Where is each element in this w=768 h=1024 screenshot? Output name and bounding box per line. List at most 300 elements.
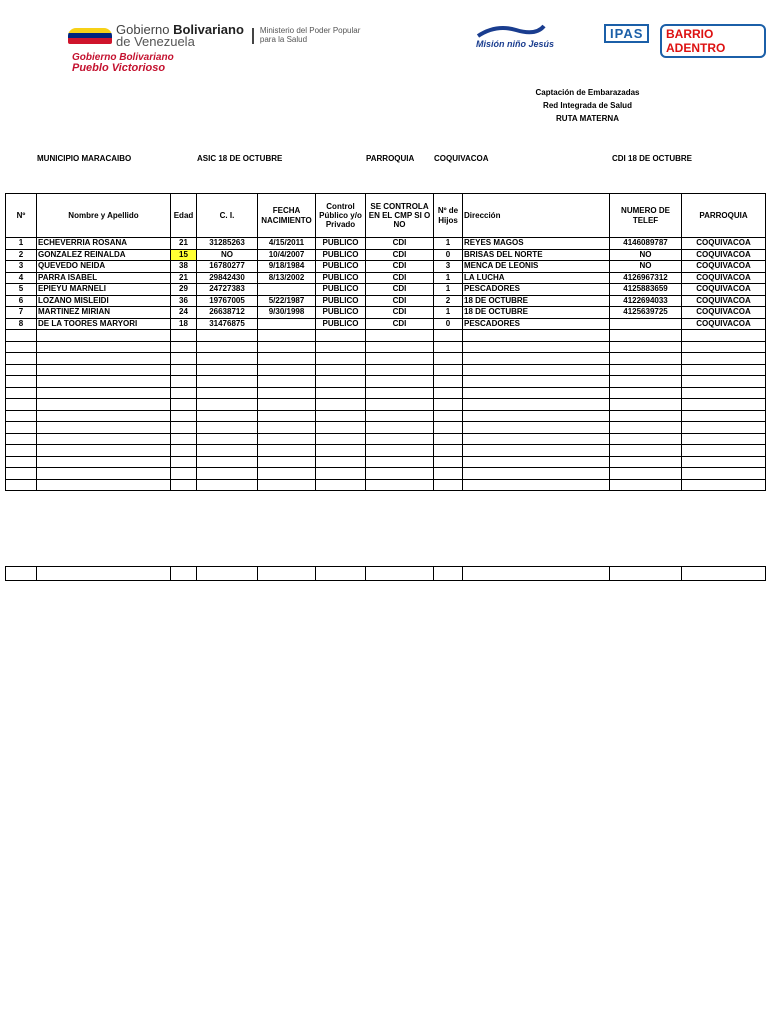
gobierno-text: Gobierno xyxy=(116,22,174,37)
empty-cell xyxy=(434,341,463,353)
empty-cell xyxy=(197,399,258,411)
empty-cell xyxy=(37,399,171,411)
empty-cell xyxy=(610,445,682,457)
cell-hijos: 0 xyxy=(434,318,463,330)
empty-cell xyxy=(463,341,610,353)
cell-nombre: QUEVEDO NEIDA xyxy=(37,261,171,273)
empty-table-row xyxy=(6,422,766,434)
empty-cell xyxy=(463,399,610,411)
municipio-label: MUNICIPIO MARACAIBO xyxy=(37,154,132,163)
footer-row xyxy=(6,567,766,581)
col-header-cmp: SE CONTROLA EN EL CMP SI O NO xyxy=(366,194,434,238)
cell-edad: 36 xyxy=(171,295,197,307)
empty-cell xyxy=(6,353,37,365)
cell-fecha: 8/13/2002 xyxy=(258,272,316,284)
empty-cell xyxy=(434,468,463,480)
empty-table-row xyxy=(6,399,766,411)
empty-cell xyxy=(316,468,366,480)
cell-control: PUBLICO xyxy=(316,307,366,319)
footer-cell xyxy=(258,567,316,581)
empty-cell xyxy=(6,376,37,388)
cell-telefono: NO xyxy=(610,249,682,261)
empty-cell xyxy=(366,341,434,353)
cell-parroquia: COQUIVACOA xyxy=(682,295,766,307)
empty-cell xyxy=(316,341,366,353)
footer-cell xyxy=(197,567,258,581)
cell-direccion: REYES MAGOS xyxy=(463,238,610,250)
cell-ci: 31476875 xyxy=(197,318,258,330)
venezuela-text: de Venezuela xyxy=(116,33,195,49)
pueblo-top-text: Gobierno Bolivariano xyxy=(72,52,174,63)
table-row xyxy=(6,238,766,250)
empty-cell xyxy=(37,433,171,445)
cell-edad: 29 xyxy=(171,284,197,296)
pueblo-victorioso-text: Pueblo Victorioso xyxy=(72,62,166,74)
empty-cell xyxy=(463,353,610,365)
cell-hijos: 1 xyxy=(434,307,463,319)
empty-cell xyxy=(610,433,682,445)
nino-jesus-text: niño Jesús xyxy=(507,39,555,49)
cell-telefono: 4126967312 xyxy=(610,272,682,284)
cell-cmp: CDI xyxy=(366,261,434,273)
cell-parroquia: COQUIVACOA xyxy=(682,284,766,296)
cell-control: PUBLICO xyxy=(316,238,366,250)
cell-parroquia: COQUIVACOA xyxy=(682,318,766,330)
col-header-control: Control Público y/o Privado xyxy=(316,194,366,238)
col-header-fecha: FECHA NACIMIENTO xyxy=(258,194,316,238)
cell-control: PUBLICO xyxy=(316,261,366,273)
empty-cell xyxy=(316,422,366,434)
asic-label: ASIC 18 DE OCTUBRE xyxy=(197,154,283,163)
empty-cell xyxy=(463,364,610,376)
empty-cell xyxy=(366,445,434,457)
empty-cell xyxy=(463,330,610,342)
empty-cell xyxy=(171,364,197,376)
empty-cell xyxy=(366,410,434,422)
empty-cell xyxy=(37,376,171,388)
cell-control: PUBLICO xyxy=(316,249,366,261)
cell-fecha xyxy=(258,318,316,330)
empty-cell xyxy=(6,410,37,422)
cell-numero: 8 xyxy=(6,318,37,330)
cell-edad: 18 xyxy=(171,318,197,330)
cell-control: PUBLICO xyxy=(316,284,366,296)
empty-cell xyxy=(6,422,37,434)
empty-cell xyxy=(434,456,463,468)
empty-cell xyxy=(6,433,37,445)
ipas-text: IPAS xyxy=(604,24,649,43)
empty-cell xyxy=(197,353,258,365)
cell-numero: 2 xyxy=(6,249,37,261)
cell-ci: 26638712 xyxy=(197,307,258,319)
empty-cell xyxy=(171,445,197,457)
cell-direccion: 18 DE OCTUBRE xyxy=(463,295,610,307)
cell-numero: 6 xyxy=(6,295,37,307)
empty-cell xyxy=(463,422,610,434)
empty-cell xyxy=(610,387,682,399)
empty-cell xyxy=(434,433,463,445)
col-header-hijos: Nº de Hijos xyxy=(434,194,463,238)
footer-table xyxy=(5,566,766,581)
gobierno-logo xyxy=(68,24,360,47)
empty-cell xyxy=(610,479,682,491)
empty-cell xyxy=(258,456,316,468)
mision-logo xyxy=(476,22,554,48)
empty-cell xyxy=(258,387,316,399)
cell-hijos: 0 xyxy=(434,249,463,261)
cell-cmp: CDI xyxy=(366,284,434,296)
col-header-ci: C. I. xyxy=(197,194,258,238)
empty-cell xyxy=(258,399,316,411)
cell-fecha: 4/15/2011 xyxy=(258,238,316,250)
empty-cell xyxy=(316,387,366,399)
empty-cell xyxy=(463,376,610,388)
col-header-direccion: Dirección xyxy=(463,194,610,238)
cell-numero: 5 xyxy=(6,284,37,296)
empty-cell xyxy=(366,422,434,434)
empty-cell xyxy=(463,468,610,480)
empty-cell xyxy=(37,479,171,491)
empty-cell xyxy=(37,353,171,365)
empty-cell xyxy=(366,468,434,480)
empty-cell xyxy=(197,479,258,491)
logo-bar xyxy=(66,20,766,78)
empty-cell xyxy=(258,445,316,457)
empty-cell xyxy=(258,376,316,388)
empty-cell xyxy=(197,330,258,342)
empty-cell xyxy=(6,399,37,411)
cell-hijos: 2 xyxy=(434,295,463,307)
empty-cell xyxy=(6,456,37,468)
cell-nombre: DE LA TOORES MARYORI xyxy=(37,318,171,330)
empty-cell xyxy=(366,456,434,468)
empty-cell xyxy=(434,376,463,388)
cell-ci: NO xyxy=(197,249,258,261)
cell-hijos: 1 xyxy=(434,272,463,284)
footer-cell xyxy=(682,567,766,581)
empty-cell xyxy=(316,376,366,388)
cell-ci: 16780277 xyxy=(197,261,258,273)
empty-cell xyxy=(434,387,463,399)
cell-nombre: EPIEYU MARNELI xyxy=(37,284,171,296)
empty-cell xyxy=(610,364,682,376)
title-line-1: Captación de Embarazadas xyxy=(535,88,640,97)
empty-cell xyxy=(171,330,197,342)
cell-direccion: 18 DE OCTUBRE xyxy=(463,307,610,319)
empty-cell xyxy=(37,364,171,376)
empty-cell xyxy=(463,387,610,399)
empty-cell xyxy=(316,410,366,422)
empty-table-row xyxy=(6,341,766,353)
empty-cell xyxy=(682,364,766,376)
empty-cell xyxy=(258,422,316,434)
empty-cell xyxy=(610,353,682,365)
cell-fecha: 9/18/1984 xyxy=(258,261,316,273)
empty-cell xyxy=(434,364,463,376)
cell-fecha: 9/30/1998 xyxy=(258,307,316,319)
cell-edad: 15 xyxy=(171,249,197,261)
empty-cell xyxy=(463,456,610,468)
empty-cell xyxy=(258,468,316,480)
empty-table-row xyxy=(6,387,766,399)
empty-cell xyxy=(463,479,610,491)
cell-parroquia: COQUIVACOA xyxy=(682,249,766,261)
empty-cell xyxy=(37,387,171,399)
cell-nombre: ECHEVERRIA ROSANA xyxy=(37,238,171,250)
cell-hijos: 1 xyxy=(434,238,463,250)
table-row xyxy=(6,261,766,273)
cell-ci: 24727383 xyxy=(197,284,258,296)
cell-parroquia: COQUIVACOA xyxy=(682,238,766,250)
logo-separator xyxy=(252,28,254,44)
empty-cell xyxy=(6,387,37,399)
empty-table-row xyxy=(6,376,766,388)
empty-cell xyxy=(197,410,258,422)
empty-cell xyxy=(316,456,366,468)
empty-cell xyxy=(197,422,258,434)
empty-cell xyxy=(316,433,366,445)
footer-cell xyxy=(37,567,171,581)
cell-telefono xyxy=(610,318,682,330)
table-body xyxy=(6,238,766,491)
empty-cell xyxy=(258,433,316,445)
empty-cell xyxy=(171,353,197,365)
empty-cell xyxy=(316,330,366,342)
cell-nombre: PARRA ISABEL xyxy=(37,272,171,284)
barrio-adentro-text: BARRIO ADENTRO xyxy=(660,24,766,58)
col-header-telefono: NUMERO DE TELEF xyxy=(610,194,682,238)
ministerio-text: Ministerio del Poder Popular xyxy=(259,25,361,35)
empty-cell xyxy=(37,445,171,457)
empty-cell xyxy=(610,341,682,353)
cell-nombre: LOZANO MISLEIDI xyxy=(37,295,171,307)
empty-cell xyxy=(316,445,366,457)
footer-cell xyxy=(366,567,434,581)
empty-cell xyxy=(682,341,766,353)
table-row xyxy=(6,307,766,319)
cell-ci: 29842430 xyxy=(197,272,258,284)
col-header-numero: Nº xyxy=(6,194,37,238)
empty-cell xyxy=(171,341,197,353)
empty-cell xyxy=(610,399,682,411)
footer-cell xyxy=(610,567,682,581)
table-row xyxy=(6,272,766,284)
table-row xyxy=(6,318,766,330)
barrio-adentro-logo xyxy=(660,24,766,58)
empty-cell xyxy=(171,468,197,480)
empty-cell xyxy=(682,456,766,468)
cell-fecha: 10/4/2007 xyxy=(258,249,316,261)
empty-table-row xyxy=(6,433,766,445)
cdi-label: CDI 18 DE OCTUBRE xyxy=(612,154,693,163)
empty-cell xyxy=(197,376,258,388)
empty-cell xyxy=(463,433,610,445)
empty-cell xyxy=(366,387,434,399)
cell-nombre: GONZALEZ REINALDA xyxy=(37,249,171,261)
footer-cell xyxy=(171,567,197,581)
empty-cell xyxy=(6,330,37,342)
ipas-logo xyxy=(604,24,649,43)
footer-cell xyxy=(316,567,366,581)
mision-wave-icon xyxy=(476,22,546,40)
title-line-2: Red Integrada de Salud xyxy=(543,101,632,110)
empty-cell xyxy=(366,479,434,491)
bolivariano-text: Bolivariano xyxy=(173,22,244,37)
empty-cell xyxy=(6,445,37,457)
empty-cell xyxy=(37,410,171,422)
cell-edad: 21 xyxy=(171,238,197,250)
empty-cell xyxy=(6,341,37,353)
empty-cell xyxy=(434,330,463,342)
empty-table-row xyxy=(6,468,766,480)
cell-numero: 7 xyxy=(6,307,37,319)
empty-cell xyxy=(366,330,434,342)
footer-cell xyxy=(6,567,37,581)
cell-cmp: CDI xyxy=(366,238,434,250)
empty-cell xyxy=(682,399,766,411)
empty-cell xyxy=(434,399,463,411)
empty-cell xyxy=(610,376,682,388)
empty-cell xyxy=(434,445,463,457)
empty-cell xyxy=(682,433,766,445)
cell-control: PUBLICO xyxy=(316,272,366,284)
cell-hijos: 1 xyxy=(434,284,463,296)
empty-cell xyxy=(6,468,37,480)
cell-hijos: 3 xyxy=(434,261,463,273)
empty-cell xyxy=(682,468,766,480)
empty-cell xyxy=(463,410,610,422)
empty-cell xyxy=(171,433,197,445)
parroquia-value: COQUIVACOA xyxy=(434,154,489,163)
empty-table-row xyxy=(6,479,766,491)
footer-cell xyxy=(434,567,463,581)
registry-table xyxy=(5,193,766,491)
empty-cell xyxy=(171,410,197,422)
empty-cell xyxy=(197,364,258,376)
empty-cell xyxy=(171,422,197,434)
empty-cell xyxy=(258,330,316,342)
empty-table-row xyxy=(6,456,766,468)
empty-cell xyxy=(258,364,316,376)
empty-cell xyxy=(37,468,171,480)
empty-cell xyxy=(434,410,463,422)
footer-cell xyxy=(463,567,610,581)
empty-cell xyxy=(197,341,258,353)
cell-telefono: 4125883659 xyxy=(610,284,682,296)
table-row xyxy=(6,249,766,261)
empty-cell xyxy=(316,479,366,491)
empty-cell xyxy=(37,422,171,434)
empty-cell xyxy=(682,445,766,457)
empty-cell xyxy=(171,387,197,399)
empty-cell xyxy=(171,479,197,491)
empty-cell xyxy=(682,353,766,365)
empty-cell xyxy=(171,456,197,468)
cell-fecha: 5/22/1987 xyxy=(258,295,316,307)
empty-cell xyxy=(434,353,463,365)
empty-cell xyxy=(463,445,610,457)
empty-table-row xyxy=(6,445,766,457)
cell-direccion: BRISAS DEL NORTE xyxy=(463,249,610,261)
cell-ci: 31285263 xyxy=(197,238,258,250)
cell-cmp: CDI xyxy=(366,318,434,330)
cell-telefono: 4122694033 xyxy=(610,295,682,307)
empty-table-row xyxy=(6,353,766,365)
empty-cell xyxy=(171,399,197,411)
empty-table-row xyxy=(6,410,766,422)
cell-numero: 4 xyxy=(6,272,37,284)
empty-cell xyxy=(37,330,171,342)
cell-numero: 1 xyxy=(6,238,37,250)
cell-edad: 21 xyxy=(171,272,197,284)
empty-cell xyxy=(366,399,434,411)
empty-cell xyxy=(258,341,316,353)
cell-edad: 38 xyxy=(171,261,197,273)
empty-cell xyxy=(37,456,171,468)
empty-cell xyxy=(316,353,366,365)
cell-telefono: 4125639725 xyxy=(610,307,682,319)
table-header-row xyxy=(6,194,766,238)
col-header-parroquia: PARROQUIA xyxy=(682,194,766,238)
empty-cell xyxy=(258,410,316,422)
pueblo-victorioso-logo xyxy=(72,52,174,74)
cell-telefono: 4146089787 xyxy=(610,238,682,250)
empty-cell xyxy=(197,468,258,480)
cell-direccion: PESCADORES xyxy=(463,284,610,296)
cell-fecha xyxy=(258,284,316,296)
cell-direccion: PESCADORES xyxy=(463,318,610,330)
empty-cell xyxy=(197,387,258,399)
cell-numero: 3 xyxy=(6,261,37,273)
empty-cell xyxy=(37,341,171,353)
empty-cell xyxy=(366,376,434,388)
empty-cell xyxy=(197,433,258,445)
title-line-3: RUTA MATERNA xyxy=(556,114,619,123)
empty-cell xyxy=(316,399,366,411)
table-row xyxy=(6,295,766,307)
cell-telefono: NO xyxy=(610,261,682,273)
empty-cell xyxy=(434,479,463,491)
empty-cell xyxy=(366,353,434,365)
empty-cell xyxy=(610,456,682,468)
col-header-edad: Edad xyxy=(171,194,197,238)
empty-cell xyxy=(316,364,366,376)
empty-cell xyxy=(682,410,766,422)
empty-cell xyxy=(682,376,766,388)
cell-cmp: CDI xyxy=(366,272,434,284)
venezuela-flag-icon xyxy=(68,28,112,44)
cell-nombre: MARTINEZ MIRIAN xyxy=(37,307,171,319)
empty-cell xyxy=(197,445,258,457)
empty-cell xyxy=(366,364,434,376)
empty-cell xyxy=(6,479,37,491)
mision-text: Misión xyxy=(476,39,505,49)
cell-parroquia: COQUIVACOA xyxy=(682,307,766,319)
empty-table-row xyxy=(6,364,766,376)
empty-cell xyxy=(682,422,766,434)
col-header-nombre: Nombre y Apellido xyxy=(37,194,171,238)
table-row xyxy=(6,284,766,296)
cell-direccion: LA LUCHA xyxy=(463,272,610,284)
empty-cell xyxy=(197,456,258,468)
empty-cell xyxy=(610,468,682,480)
empty-cell xyxy=(258,353,316,365)
empty-cell xyxy=(258,479,316,491)
salud-text: para la Salud xyxy=(259,34,308,44)
empty-cell xyxy=(366,433,434,445)
empty-cell xyxy=(682,387,766,399)
cell-parroquia: COQUIVACOA xyxy=(682,272,766,284)
